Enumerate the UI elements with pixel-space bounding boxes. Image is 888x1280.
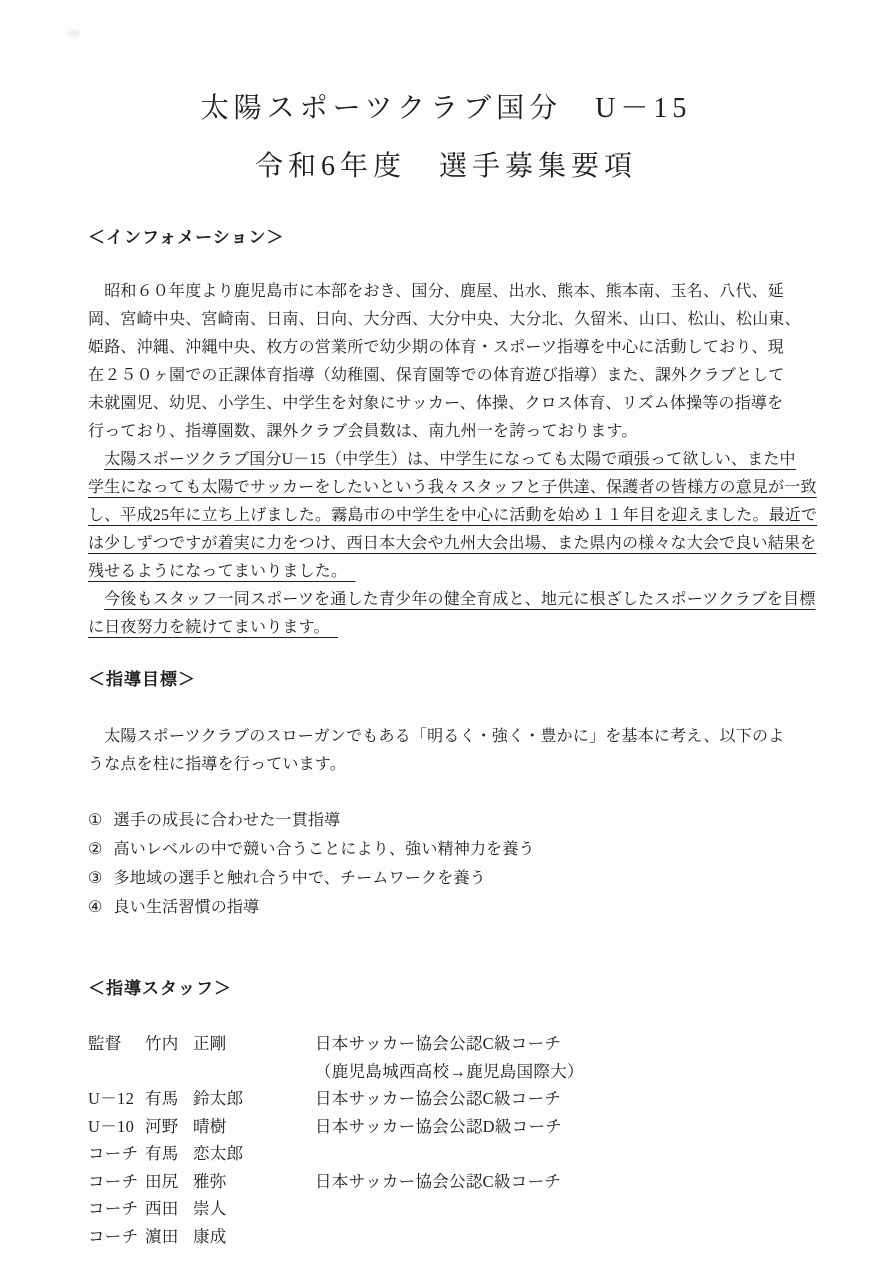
staff-given-name: 雅弥: [193, 1171, 227, 1191]
document-subtitle: 令和6年度 選手募集要項: [254, 151, 637, 182]
information-text-line: [88, 278, 804, 306]
scan-artifact: [68, 30, 80, 37]
information-text-line: [88, 418, 804, 446]
document-content: [0, 92, 888, 1250]
line-text: 昭和６０年度より鹿児島市に本部をおき、国分、鹿屋、出水、熊本、熊本南、玉名、八代、延: [104, 283, 784, 300]
staff-qualification: 日本サッカー協会公認C級コーチ: [315, 1171, 562, 1191]
staff-qualification: [315, 1223, 804, 1251]
document-title: 太陽スポーツクラブ国分 U－15: [200, 93, 692, 124]
staff-row: [88, 1030, 804, 1058]
goal-number: ④: [88, 899, 103, 916]
information-text-line: [88, 558, 804, 586]
goal-text: 選手の成長に合わせた一貫指導: [113, 812, 341, 829]
staff-qualification: 日本サッカー協会公認D級コーチ: [315, 1116, 563, 1136]
information-text-line: [88, 614, 804, 642]
line-text: 太陽スポーツクラブのスローガンでもある「明るく・強く・豊かに」を基本に考え、以下のよ: [104, 728, 785, 745]
staff-surname: 西田: [145, 1199, 179, 1218]
staff-role-empty: [88, 1058, 145, 1086]
line-text: 残せるようになってまいりました。: [88, 563, 356, 580]
staff-table: [88, 1030, 804, 1250]
line-text: 行っており、指導園数、課外クラブ会員数は、南九州一を誇っております。: [88, 423, 638, 440]
staff-qualification: 日本サッカー協会公認C級コーチ: [315, 1089, 562, 1108]
staff-row: [88, 1113, 804, 1141]
goal-item: [88, 864, 804, 893]
information-text-line: [88, 530, 817, 558]
staff-row: [88, 1223, 804, 1251]
information-text-line: [88, 390, 804, 418]
line-text: 今後もスタッフ一同スポーツを通した青少年の健全育成と、地元に根ざしたスポーツクラブを目標: [104, 591, 816, 608]
staff-surname-empty: [145, 1058, 193, 1086]
goal-number: ①: [88, 812, 103, 829]
indent-space: [88, 283, 104, 300]
goal-item: [88, 806, 804, 835]
staff-given-name: 崇人: [193, 1199, 227, 1218]
staff-given-name: 晴樹: [193, 1116, 227, 1136]
staff-surname: 有馬: [145, 1144, 179, 1163]
goal-text: 高いレベルの中で競い合うことにより、強い精神力を養う: [113, 841, 535, 858]
line-text: 在２５０ヶ園での正課体育指導（幼稚園、保育園等での体育遊び指導）また、課外クラブとして: [88, 367, 785, 384]
goal-number: ②: [88, 841, 103, 858]
line-text: 姫路、沖縄、沖縄中央、枚方の営業所で幼少期の体育・スポーツ指導を中心に活動しており、現: [88, 339, 784, 356]
staff-given-name: 鈴太郎: [193, 1089, 244, 1108]
information-paragraph: [88, 278, 818, 642]
staff-row: [88, 1085, 804, 1113]
goal-text: 多地域の選手と触れ合う中で、チームワークを養う: [113, 870, 486, 887]
staff-surname: 濵田: [145, 1226, 179, 1246]
staff-surname: 河野: [145, 1116, 179, 1136]
staff-role: コーチ: [88, 1144, 139, 1163]
goal-number: ③: [88, 870, 103, 887]
information-text-line: [88, 586, 816, 614]
indent-space: [88, 728, 104, 745]
line-text: に日夜努力を続けてまいります。: [88, 619, 338, 636]
goal-item: [88, 893, 804, 922]
goals-intro-line: [88, 751, 804, 779]
staff-qualification: [315, 1140, 804, 1168]
staff-surname: 有馬: [145, 1089, 179, 1108]
staff-qualification: [315, 1195, 804, 1223]
line-text: 岡、宮崎中央、宮崎南、日南、日向、大分西、大分中央、大分北、久留米、山口、松山、松山東、: [88, 311, 801, 328]
line-text: 太陽スポーツクラブ国分U－15（中学生）は、中学生になっても太陽で頑張って欲しい、また中: [104, 451, 796, 468]
goal-text: 良い生活習慣の指導: [113, 899, 260, 916]
staff-row: [88, 1140, 804, 1168]
line-text: 未就園児、幼児、小学生、中学生を対象にサッカー、体操、クロス体育、リズム体操等の指導を: [88, 395, 784, 412]
line-text: は少しずつですが着実に力をつけ、西日本大会や九州大会出場、また県内の様々な大会で良い結果を: [88, 535, 817, 552]
staff-given-name: 正剛: [193, 1034, 227, 1053]
information-text-line: [88, 474, 817, 502]
goals-intro-paragraph: [88, 723, 804, 779]
staff-note-row: [88, 1058, 804, 1086]
staff-section-heading: ＜指導スタッフ＞: [88, 979, 232, 998]
line-text: し、平成25年に立ち上げました。霧島市の中学生を中心に活動を始め１１年目を迎えました。最近で: [88, 507, 818, 524]
information-text-line: [88, 446, 804, 474]
staff-surname: 竹内: [145, 1034, 179, 1053]
line-text: 学生になっても太陽でサッカーをしたいという我々スタッフと子供達、保護者の皆様方の意見が一致: [88, 479, 817, 496]
indent-space: [88, 591, 104, 608]
goals-intro-line: [88, 723, 804, 751]
staff-qualification: 日本サッカー協会公認C級コーチ: [315, 1034, 562, 1053]
staff-row: [88, 1168, 804, 1196]
goal-item: [88, 835, 804, 864]
staff-role: 監督: [88, 1034, 122, 1053]
information-text-line: [88, 362, 804, 390]
line-text: うな点を柱に指導を行っています。: [88, 756, 346, 773]
information-text-line: [88, 334, 804, 362]
staff-surname: 田尻: [145, 1171, 179, 1191]
information-text-line: [88, 306, 804, 334]
staff-role: U－12: [88, 1089, 135, 1108]
information-text-line: [88, 502, 818, 530]
indent-space: [88, 451, 104, 468]
staff-given-name: 康成: [193, 1226, 227, 1246]
staff-role: U－10: [88, 1116, 135, 1136]
staff-given-name: 恋太郎: [193, 1144, 244, 1163]
information-section-heading: ＜インフォメーション＞: [88, 228, 285, 247]
staff-role: コーチ: [88, 1226, 139, 1246]
goals-section-heading: ＜指導目標＞: [88, 670, 196, 689]
staff-role: コーチ: [88, 1171, 139, 1191]
staff-note: （鹿児島城西高校→鹿児島国際大）: [315, 1061, 584, 1081]
goals-list: [88, 806, 804, 922]
staff-row: [88, 1195, 804, 1223]
staff-role: コーチ: [88, 1199, 139, 1218]
staff-given-empty: [193, 1058, 315, 1086]
